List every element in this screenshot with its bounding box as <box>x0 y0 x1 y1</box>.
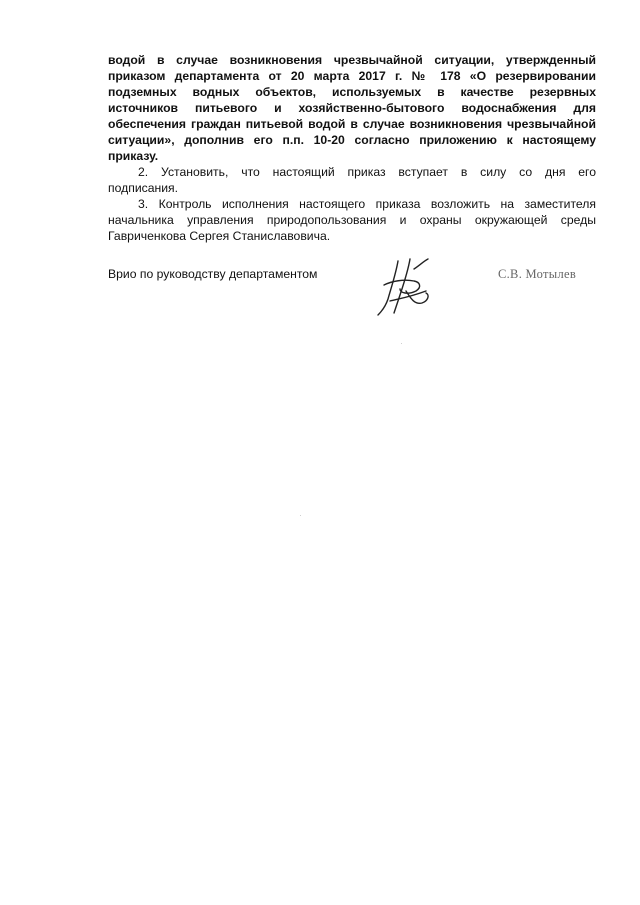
paragraph-3-line-3: Гавриченкова Сергея Станиславовича. <box>108 229 331 243</box>
signature-row <box>108 263 596 323</box>
scan-speck <box>300 515 301 516</box>
paragraph-3-line-2: начальника управления природопользования и охраны окружающей среды <box>108 213 596 227</box>
paragraph-2-line-1: 2. Установить, что настоящий приказ вступает в силу со дня его <box>138 165 596 179</box>
paragraph-1-line-4: источников питьевого и хозяйственно-бытового водоснабжения для <box>108 101 596 115</box>
paragraph-1-line-2 <box>108 68 596 84</box>
paragraph-1-line-2-text: приказом департамента от 20 марта 2017 г. № 178 «О резервировании <box>108 69 596 83</box>
paragraph-1-line-3: подземных водных объектов, используемых в качестве резервных <box>108 85 596 99</box>
paragraph-1-line-1: водой в случае возникновения чрезвычайной ситуации, утвержденный <box>108 53 596 67</box>
paragraph-1-line-6: ситуации», дополнив его п.п. 10-20 согласно приложению к настоящему <box>108 133 596 147</box>
document-body <box>108 52 596 244</box>
scan-speck <box>401 343 402 344</box>
handwritten-signature <box>370 255 440 325</box>
paragraph-1-line-5: обеспечения граждан питьевой водой в случае возникновения чрезвычайной <box>108 117 596 131</box>
signer-position-title: Врио по руководству департаментом <box>108 267 318 281</box>
signer-name: С.В. Мотылев <box>498 267 577 281</box>
paragraph-3-line-1: 3. Контроль исполнения настоящего приказа возложить на заместителя <box>138 197 596 211</box>
paragraph-2-line-2: подписания. <box>108 181 179 195</box>
paragraph-1-line-7: приказу. <box>108 149 159 163</box>
